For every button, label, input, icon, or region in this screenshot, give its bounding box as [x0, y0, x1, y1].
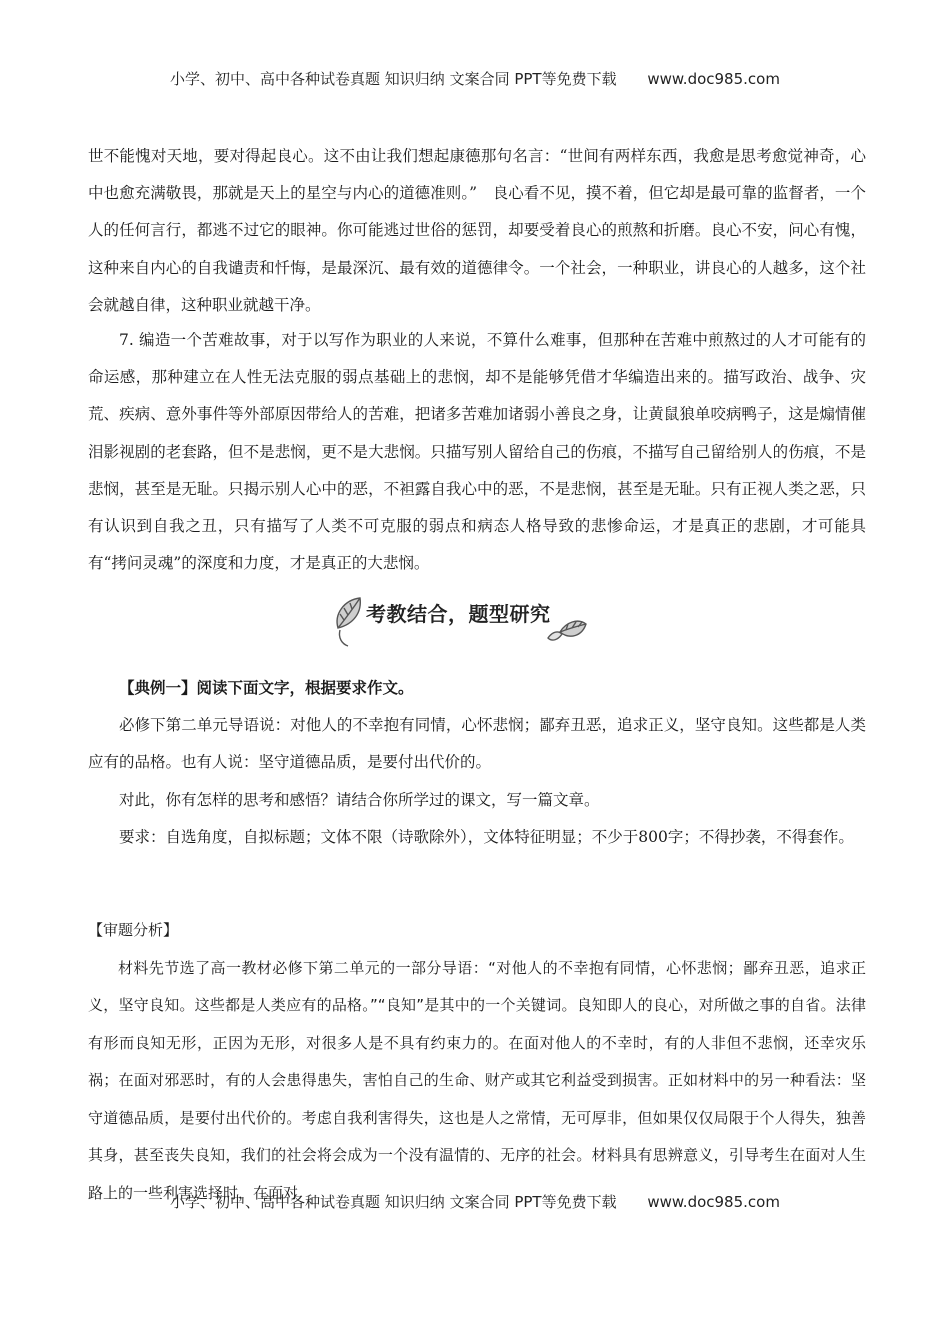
footer-text: 小学、初中、高中各种试卷真题 知识归纳 文案合同 PPT等免费下载 — [170, 1193, 617, 1211]
page-footer — [0, 1191, 950, 1212]
example-requirement: 要求：自选角度，自拟标题；文体不限（诗歌除外），文体特征明显；不少于800字；不得抄袭，不得套作。 — [119, 827, 854, 846]
paragraph-text: 世不能愧对天地，要对得起良心。这不由让我们想起康德那句名言：“世间有两样东西，我愈是思考愈觉神奇，心中也愈充满敬畏，那就是天上的星空与内心的道德准则。” 良心看不见，摸不着，但它却是最可靠的监督者，一个人的任何言行，都逃不过它的眼神。你可能逃过世俗的惩罚，却要受着良心的煎熬和折磨。良心不安，问心有愧，这种来自内心的自我谴责和忏悔，是最深沉、最有效的道德律令。一个社会，一种职业，讲良心的人越多，这个社会就越自律，这种职业就越干净。 — [88, 147, 866, 314]
header-url[interactable]: www.doc985.com — [647, 70, 780, 88]
analysis-heading: 【审题分析】 — [88, 921, 179, 939]
banner-title: 考教结合，题型研究 — [366, 602, 551, 626]
page-header — [0, 68, 950, 89]
analysis-text: 材料先节选了高一教材必修下第二单元的一部分导语：“对他人的不幸抱有同情，心怀悲悯；鄙弃丑恶，追求正义，坚守良知。这些都是人类应有的品格。”“良知”是其中的一个关键词。良知即人的良心，对所做之事的自省。法律有形而良知无形，正因为无形，对很多人是不具有约束力的。在面对他人的不幸时，有的人非但不悲悯，还幸灾乐祸；在面对邪恶时，有的人会患得患失，害怕自己的生命、财产或其它利益受到损害。正如材料中的另一种看法：坚守道德品质，是要付出代价的。考虑自我利害得失，这也是人之常情，无可厚非，但如果仅仅局限于个人得失，独善其身，甚至丧失良知，我们的社会将会成为一个没有温情的、无序的社会。材料具有思辨意义，引导考生在面对人生路上的一些利害选择时，在面对 — [88, 958, 866, 1202]
example-material: 必修下第二单元导语说：对他人的不幸抱有同情，心怀悲悯；鄙弃丑恶，追求正义，坚守良知。这些都是人类应有的品格。也有人说：坚守道德品质，是要付出代价的。 — [88, 716, 866, 772]
paragraph-text: 7. 编造一个苦难故事，对于以写作为职业的人来说，不算什么难事，但那种在苦难中煎熬过的人才可能有的命运感，那种建立在人性无法克服的弱点基础上的悲悯，却不是能够凭借才华编造出来的。描写政治、战争、灾荒、疾病、意外事件等外部原因带给人的苦难，把诸多苦难加诸弱小善良之身，让黄鼠狼单咬病鸭子，这是煽情催泪影视剧的老套路，但不是悲悯，更不是大悲悯。只描写别人留给自己的伤痕，不描写自己留给别人的伤痕，不是悲悯，甚至是无耻。只揭示别人心中的恶，不袒露自我心中的恶，不是悲悯，甚至是无耻。只有正视人类之恶，只有认识到自我之丑，只有描写了人类不可克服的弱点和病态人格导致的悲惨命运，才是真正的悲剧，才可能具有“拷问灵魂”的深度和力度，才是真正的大悲悯。 — [88, 331, 866, 573]
footer-url[interactable]: www.doc985.com — [647, 1193, 780, 1211]
example-title: 【典例一】阅读下面文字，根据要求作文。 — [119, 679, 414, 697]
analysis-section — [88, 912, 866, 1212]
example-section — [88, 670, 866, 856]
paragraph-seven — [88, 322, 866, 582]
header-text: 小学、初中、高中各种试卷真题 知识归纳 文案合同 PPT等免费下载 — [170, 70, 617, 88]
example-question: 对此，你有怎样的思考和感悟？请结合你所学过的课文，写一篇文章。 — [119, 790, 600, 809]
section-banner — [330, 588, 590, 648]
paragraph-continuation — [88, 138, 866, 324]
